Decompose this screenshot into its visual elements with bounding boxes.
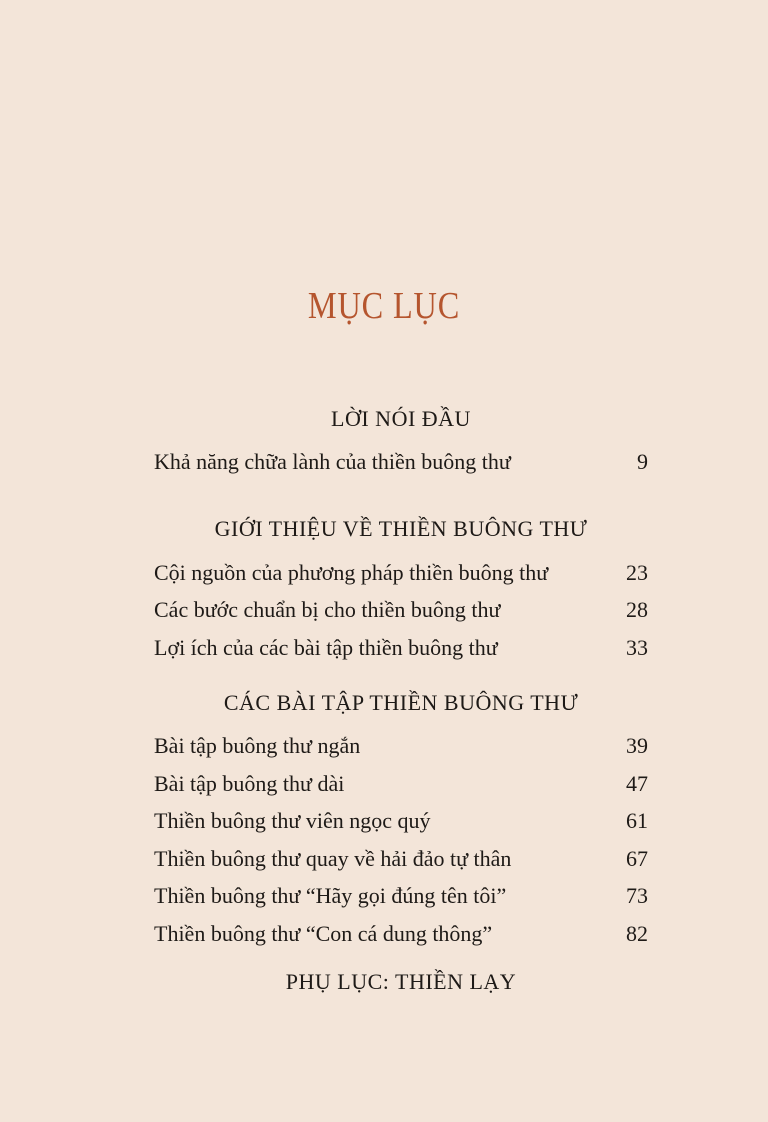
- toc-entry-label: Thiền buông thư “Hãy gọi đúng tên tôi”: [154, 883, 507, 908]
- section-heading: LỜI NÓI ĐẦU: [331, 406, 471, 431]
- toc-entry[interactable]: [154, 733, 648, 759]
- toc-entry-label: Cội nguồn của phương pháp thiền buông thư: [154, 560, 549, 585]
- toc-entry-label: Khả năng chữa lành của thiền buông thư: [154, 449, 511, 474]
- toc-entry-label: Bài tập buông thư ngắn: [154, 733, 361, 758]
- toc-entry-label: Thiền buông thư quay về hải đảo tự thân: [154, 846, 512, 871]
- toc-entry[interactable]: [154, 921, 648, 947]
- toc-entry[interactable]: [154, 635, 648, 661]
- section-heading: PHỤ LỤC: THIỀN LẠY: [285, 969, 517, 994]
- toc-entry-page: 23: [626, 560, 648, 585]
- section-heading: GIỚI THIỆU VỀ THIỀN BUÔNG THƯ: [214, 516, 588, 541]
- toc-entry[interactable]: [154, 449, 648, 475]
- toc-entry[interactable]: [154, 597, 648, 623]
- toc-entry-page: 73: [626, 883, 648, 908]
- toc-entry-label: Các bước chuẩn bị cho thiền buông thư: [154, 597, 501, 622]
- toc-entry-label: Thiền buông thư viên ngọc quý: [154, 808, 431, 833]
- toc-entry[interactable]: [154, 883, 648, 909]
- toc-entry-label: Lợi ích của các bài tập thiền buông thư: [154, 635, 498, 660]
- toc-entry[interactable]: [154, 771, 648, 797]
- toc-entry-label: Thiền buông thư “Con cá dung thông”: [154, 921, 493, 946]
- toc-entry-page: 47: [626, 771, 648, 796]
- toc-entry-page: 82: [626, 921, 648, 946]
- toc-entry-page: 9: [637, 449, 648, 474]
- page-title: MỤC LỤC: [307, 285, 461, 327]
- toc-entry-page: 39: [626, 733, 648, 758]
- toc-entry-page: 33: [626, 635, 648, 660]
- toc-entry-page: 61: [626, 808, 648, 833]
- toc-entry-page: 28: [626, 597, 648, 622]
- toc-entry[interactable]: [154, 846, 648, 872]
- toc-entry-page: 67: [626, 846, 648, 871]
- section-heading: CÁC BÀI TẬP THIỀN BUÔNG THƯ: [223, 690, 579, 715]
- toc-entry[interactable]: [154, 560, 648, 586]
- toc-entry[interactable]: [154, 808, 648, 834]
- toc-entry-label: Bài tập buông thư dài: [154, 771, 345, 796]
